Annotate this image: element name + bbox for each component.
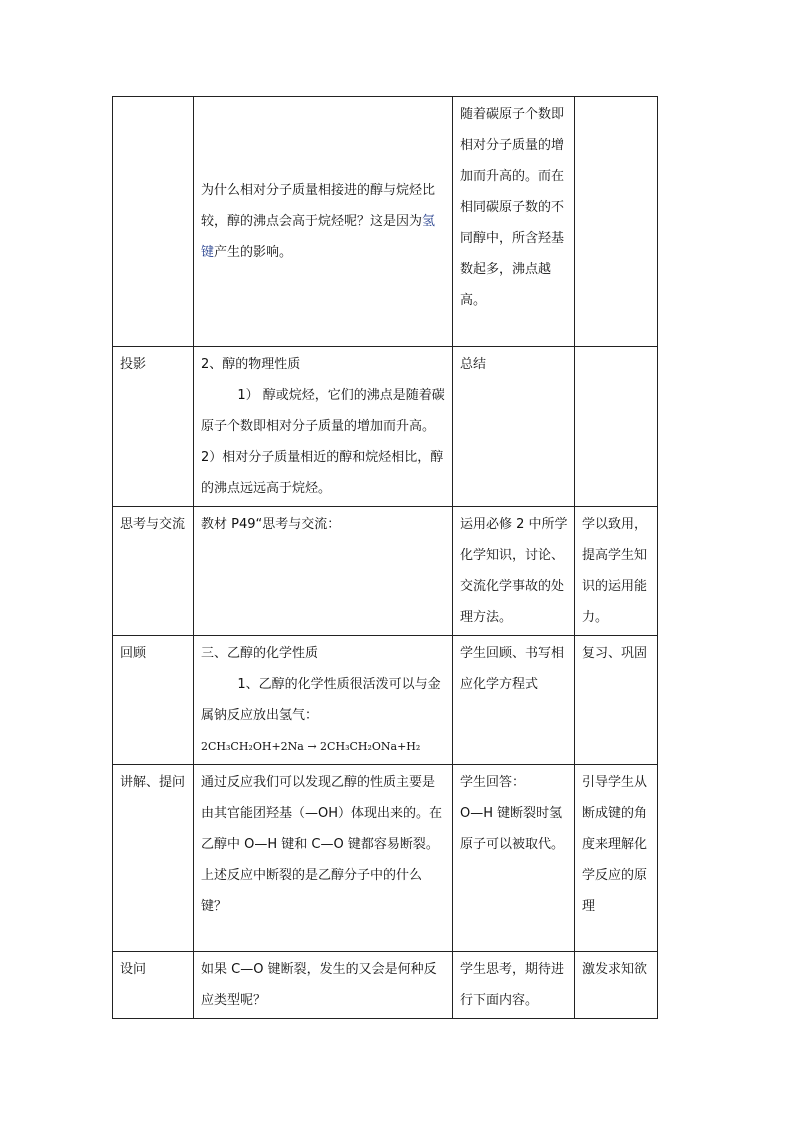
- cell-content: [194, 347, 453, 507]
- cell-activity: [113, 97, 194, 347]
- content-item: 1） 醇或烷烃，它们的沸点是随着碳原子个数即相对分子质量的增加而升高。: [201, 388, 445, 434]
- content-text: 产生的影响。: [214, 245, 293, 260]
- cell-content: 通过反应我们可以发现乙醇的性质主要是由其官能团羟基（—OH）体现出来的。在乙醇中 O—H 键和 C—O 键都容易断裂。上述反应中断裂的是乙醇分子中的什么键？: [194, 765, 453, 952]
- student-answer: O—H 键断裂时氢原子可以被取代。: [460, 806, 565, 852]
- table-row: [113, 952, 658, 1019]
- cell-activity: 设问: [113, 952, 194, 1019]
- section-heading: 三、乙醇的化学性质: [201, 646, 319, 661]
- cell-intent: 激发求知欲: [575, 952, 658, 1019]
- cell-student: 学生思考，期待进行下面内容。: [453, 952, 575, 1019]
- cell-activity: 讲解、提问: [113, 765, 194, 952]
- table-row: [113, 97, 658, 347]
- cell-activity: 回顾: [113, 636, 194, 765]
- cell-activity: 投影: [113, 347, 194, 507]
- table-row: [113, 347, 658, 507]
- table-row: [113, 765, 658, 952]
- cell-student: 总结: [453, 347, 575, 507]
- cell-intent: [575, 347, 658, 507]
- cell-student: 运用必修 2 中所学化学知识，讨论、交流化学事故的处理方法。: [453, 507, 575, 636]
- cell-student: [453, 765, 575, 952]
- cell-intent: 引导学生从断成键的角度来理解化学反应的原理: [575, 765, 658, 952]
- cell-intent: 复习、巩固: [575, 636, 658, 765]
- cell-intent: 学以致用，提高学生知识的运用能力。: [575, 507, 658, 636]
- cell-intent: [575, 97, 658, 347]
- section-heading: 2、醇的物理性质: [201, 357, 301, 372]
- table-row: [113, 507, 658, 636]
- student-answer-label: 学生回答：: [460, 775, 526, 790]
- cell-content: [194, 636, 453, 765]
- cell-student: 学生回顾、书写相应化学方程式: [453, 636, 575, 765]
- cell-content: 如果 C—O 键断裂，发生的又会是何种反应类型呢？: [194, 952, 453, 1019]
- cell-content: 教材 P49“思考与交流：: [194, 507, 453, 636]
- hydrogen-bond-term: 氢键: [201, 214, 436, 260]
- content-item: 2）相对分子质量相近的醇和烷烃相比，醇的沸点远远高于烷烃。: [201, 450, 444, 496]
- cell-student: 随着碳原子个数即相对分子质量的增加而升高的。而在相同碳原子数的不同醇中，所含羟基数起多，沸点越高。: [453, 97, 575, 347]
- lesson-plan-table: [112, 96, 658, 1019]
- content-text: 为什么相对分子质量相接进的醇与烷烃比较，醇的沸点会高于烷烃呢？这是因为: [201, 183, 436, 229]
- cell-content: [194, 97, 453, 347]
- table-row: [113, 636, 658, 765]
- chemical-equation: 2CH₃CH₂OH+2Na → 2CH₃CH₂ONa+H₂: [201, 740, 421, 753]
- content-item: 1、乙醇的化学性质很活泼可以与金属钠反应放出氢气：: [201, 677, 441, 723]
- cell-activity: 思考与交流: [113, 507, 194, 636]
